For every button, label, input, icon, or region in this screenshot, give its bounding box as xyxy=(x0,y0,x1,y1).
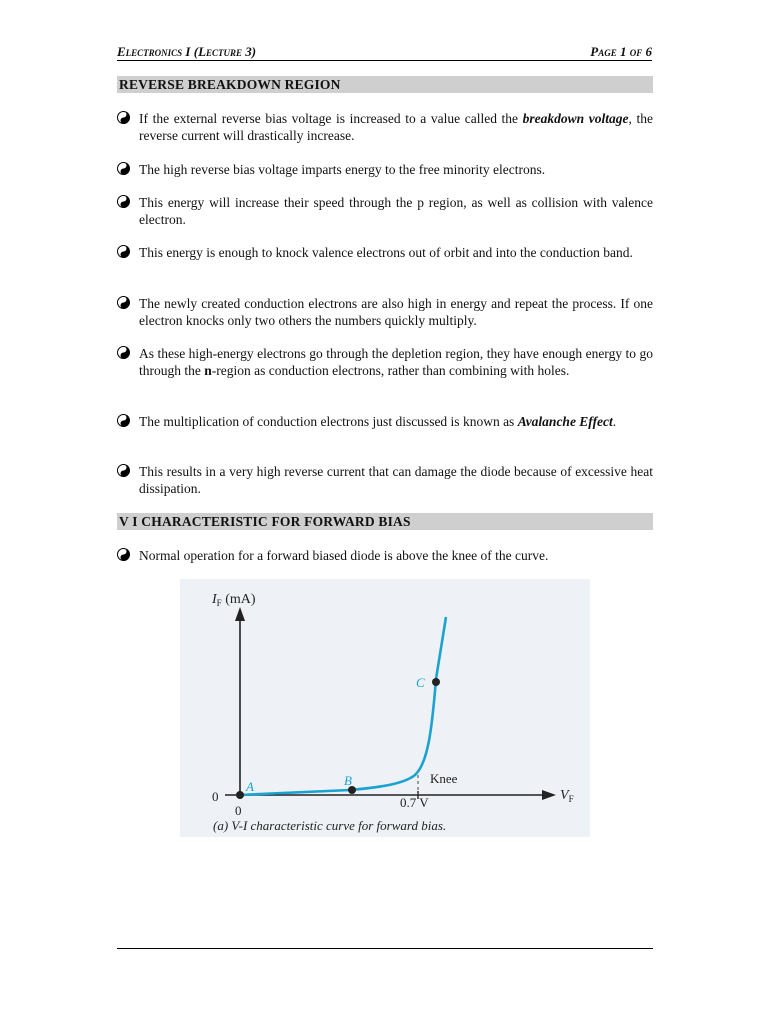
x-axis-arrow-icon xyxy=(542,790,556,800)
yin-yang-icon xyxy=(117,245,131,259)
bullet-text: As these high-energy electrons go through the depletion region, they have enough energy to go through the n-region as conduction electrons, rather than combining with holes. xyxy=(139,346,653,378)
point-a-label: A xyxy=(246,779,254,794)
vi-curve-graph xyxy=(180,579,590,837)
yin-yang-icon xyxy=(117,162,131,176)
bullet-item xyxy=(117,110,653,144)
bullet-item xyxy=(117,161,653,178)
point-b-label: B xyxy=(344,773,352,788)
point-c-label: C xyxy=(416,675,425,690)
bullet-text: The high reverse bias voltage imparts energy to the free minority electrons. xyxy=(139,162,546,177)
knee-label: Knee xyxy=(430,771,458,786)
bullet-item xyxy=(117,547,653,564)
bullet-text: This energy will increase their speed through the p region, as well as collision with valence electron. xyxy=(139,195,653,227)
y-axis-arrow-icon xyxy=(235,607,245,621)
figure-caption: (a) V-I characteristic curve for forward bias. xyxy=(213,818,447,833)
section-heading-vi-forward-bias: V I CHARACTERISTIC FOR FORWARD BIAS xyxy=(117,513,653,530)
iv-curve xyxy=(240,617,446,795)
yin-yang-icon xyxy=(117,296,131,310)
yin-yang-icon xyxy=(117,111,131,125)
bullet-text: The newly created conduction electrons are also high in energy and repeat the process. If one electron knocks only two others the numbers quickly multiply. xyxy=(139,296,653,328)
bullet-text: Normal operation for a forward biased diode is above the knee of the curve. xyxy=(139,548,549,563)
vi-characteristic-figure xyxy=(180,579,590,837)
yin-yang-icon xyxy=(117,464,131,478)
section-heading-reverse-breakdown: REVERSE BREAKDOWN REGION xyxy=(117,76,653,93)
point-c-marker xyxy=(432,678,440,686)
bullet-item xyxy=(117,413,653,430)
header-page-number: Page 1 of 6 xyxy=(590,44,652,59)
yin-yang-icon xyxy=(117,195,131,209)
bullet-text: If the external reverse bias voltage is increased to a value called the breakdown voltage, the reverse current will drastically increase. xyxy=(139,111,653,143)
tick-label: 0.7 V xyxy=(400,795,429,810)
bullet-item xyxy=(117,463,653,497)
yin-yang-icon xyxy=(117,548,131,562)
y-axis-label: $I_F$ (mA) xyxy=(212,592,256,608)
yin-yang-icon xyxy=(117,414,131,428)
yin-yang-icon xyxy=(117,346,131,360)
bullet-item xyxy=(117,194,653,228)
bullet-text: The multiplication of conduction electrons just discussed is known as Avalanche Effect. xyxy=(139,414,617,429)
origin-y-label: 0 xyxy=(212,789,219,804)
page-header xyxy=(117,42,652,61)
point-a-marker xyxy=(236,791,244,799)
origin-x-label: 0 xyxy=(235,803,242,818)
header-title: Electronics I (Lecture 3) xyxy=(117,44,257,59)
x-axis-label: $V_F$ xyxy=(560,788,574,804)
footer-rule xyxy=(117,948,653,949)
bullet-text: This results in a very high reverse current that can damage the diode because of excessive heat dissipation. xyxy=(139,464,653,496)
bullet-text: This energy is enough to knock valence electrons out of orbit and into the conduction band. xyxy=(139,245,633,260)
bullet-item xyxy=(117,345,653,379)
bullet-item xyxy=(117,295,653,329)
bullet-item xyxy=(117,244,653,261)
